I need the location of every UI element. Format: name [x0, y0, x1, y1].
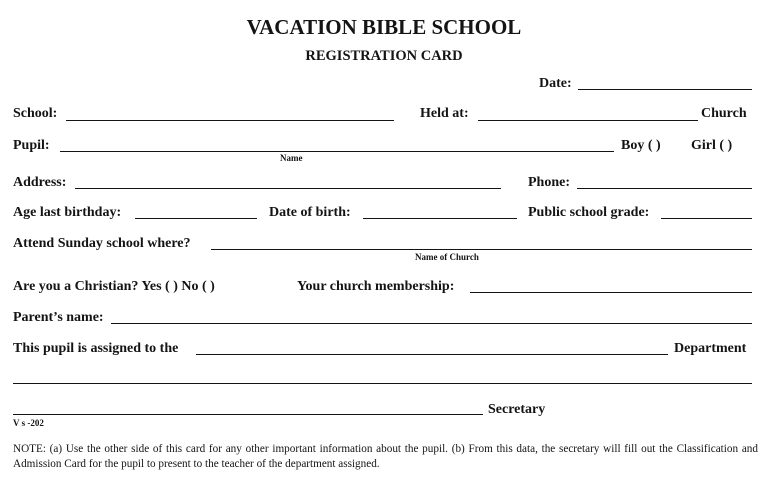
phone-line[interactable]	[577, 188, 752, 189]
held-at-label: Held at:	[420, 106, 469, 121]
school-line[interactable]	[66, 120, 394, 121]
address-line[interactable]	[75, 188, 501, 189]
secretary-line[interactable]	[13, 414, 483, 415]
card-subtitle: REGISTRATION CARD	[305, 48, 463, 64]
grade-label: Public school grade:	[528, 205, 650, 220]
secretary-label: Secretary	[488, 402, 546, 417]
sunday-school-label: Attend Sunday school where?	[13, 236, 191, 251]
dob-line[interactable]	[363, 218, 517, 219]
age-label: Age last birthday:	[13, 205, 122, 220]
name-caption: Name	[280, 153, 303, 163]
department-line[interactable]	[196, 354, 668, 355]
membership-line[interactable]	[470, 292, 752, 293]
card-note: NOTE: (a) Use the other side of this card for any other important information about the pupil. (b) From this data, the secretary will fill out the Classification and Admission Card for the pupil to present to the teacher of the department assigned.	[13, 443, 758, 470]
church-name-caption: Name of Church	[415, 252, 479, 262]
held-at-line[interactable]	[478, 120, 698, 121]
card-title: VACATION BIBLE SCHOOL	[246, 15, 522, 39]
school-label: School:	[13, 106, 58, 121]
pupil-label: Pupil:	[13, 138, 50, 153]
assigned-label: This pupil is assigned to the	[13, 341, 179, 356]
grade-line[interactable]	[661, 218, 752, 219]
form-code: V s -202	[13, 418, 44, 428]
blank-line[interactable]	[13, 383, 752, 384]
department-label: Department	[674, 341, 747, 356]
parent-line[interactable]	[111, 323, 752, 324]
membership-label: Your church membership:	[297, 279, 455, 294]
phone-label: Phone:	[528, 175, 570, 190]
girl-checkbox[interactable]: Girl ( )	[691, 138, 733, 153]
pupil-name-line[interactable]	[60, 151, 614, 152]
date-line[interactable]	[578, 89, 752, 90]
boy-checkbox[interactable]: Boy ( )	[621, 138, 661, 153]
address-label: Address:	[13, 175, 67, 190]
sunday-school-line[interactable]	[211, 249, 752, 250]
dob-label: Date of birth:	[269, 205, 351, 220]
parent-label: Parent’s name:	[13, 310, 104, 325]
christian-question[interactable]: Are you a Christian? Yes ( ) No ( )	[13, 279, 215, 294]
age-line[interactable]	[135, 218, 257, 219]
date-label: Date:	[539, 76, 572, 91]
church-label: Church	[701, 106, 747, 121]
